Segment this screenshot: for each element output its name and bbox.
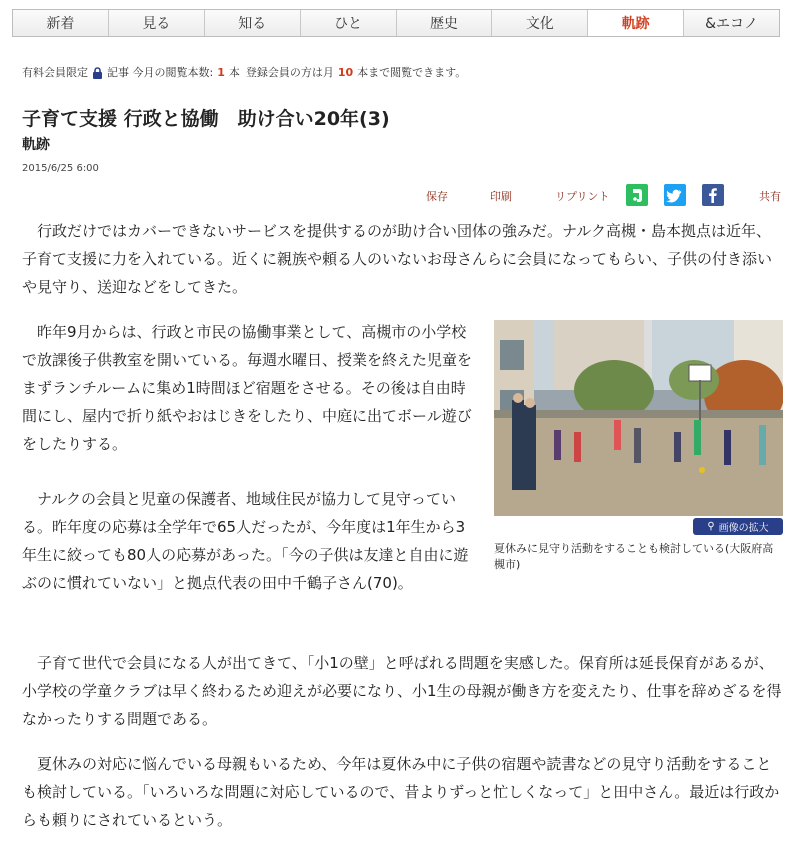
series-label: 軌跡: [22, 137, 50, 153]
tab-econo[interactable]: &エコノ: [683, 10, 779, 36]
lock-icon: [92, 67, 103, 78]
article-photo[interactable]: [494, 320, 783, 516]
notice-unit: 本: [228, 66, 240, 79]
zoom-label: 画像の拡大: [718, 523, 769, 534]
save-link[interactable]: 保存: [426, 190, 448, 203]
tab-kiseki[interactable]: 軌跡: [587, 10, 683, 36]
notice-prefix: 有料会員限定: [22, 66, 88, 79]
paragraph-4: 子育て世代で会員になる人が出てきて、「小1の壁」と呼ばれる問題を実感した。保育所は延長保育があるが、小学校の学童クラブは早く終わるため迎えが必要になり、小1生の母親が働き方を変えたり、仕事を辞めざるを得なかったりする問題である。: [22, 654, 782, 728]
publish-date: 2015/6/25 6:00: [22, 163, 99, 174]
tab-know[interactable]: 知る: [204, 10, 300, 36]
notice-count: 1: [217, 65, 225, 79]
evernote-icon[interactable]: [626, 184, 648, 206]
section-nav: [12, 9, 780, 37]
article-title: 子育て支援 行政と協働 助け合い20年(3): [22, 108, 390, 130]
notice-article-label: 記事 今月の閲覧本数:: [107, 66, 214, 79]
paragraph-5: 夏休みの対応に悩んでいる母親もいるため、今年は夏休み中に子供の宿題や読書などの見守り活動をすることも検討している。「いろいろな問題に対応しているので、昔よりずっと忙しくなって」と田中さん。最近は行政からも頼りにされているという。: [22, 755, 780, 829]
notice-suffix: 本まで閲覧できます。: [357, 66, 467, 79]
notice-registered: 登録会員の方は月: [245, 66, 334, 79]
facebook-icon[interactable]: [702, 184, 724, 206]
tab-culture[interactable]: 文化: [491, 10, 587, 36]
tab-new[interactable]: 新着: [13, 10, 108, 36]
twitter-icon[interactable]: [664, 184, 686, 206]
reprint-link[interactable]: リプリント: [555, 190, 610, 203]
share-link[interactable]: 共有: [759, 190, 781, 203]
image-zoom-button[interactable]: [693, 518, 783, 535]
article-actions: [0, 182, 793, 208]
tab-history[interactable]: 歴史: [396, 10, 492, 36]
tab-people[interactable]: ひと: [300, 10, 396, 36]
magnifier-icon: ⚲: [707, 521, 715, 532]
photo-caption: 夏休みに見守り活動をすることも検討している(大阪府高槻市): [494, 542, 774, 571]
paragraph-2: 昨年9月からは、行政と市民の協働事業として、高槻市の小学校で放課後子供教室を開いている。毎週水曜日、授業を終えた児童をまずランチルームに集め1時間ほど宿題をさせる。その後は自由時間にし、屋内で折り紙やおはじきをしたり、中庭に出てボール遊びをしたりする。: [22, 323, 473, 453]
tab-see[interactable]: 見る: [108, 10, 204, 36]
print-link[interactable]: 印刷: [490, 190, 512, 203]
notice-limit: 10: [337, 65, 354, 79]
paragraph-1: 行政だけではカバーできないサービスを提供するのが助け合い団体の強みだ。ナルク高槻・島本拠点は近年、子育て支援に力を入れている。近くに親族や頼る人のいないお母さんらに会員になってもらい、子供の付き添いや見守り、送迎などをしてきた。: [22, 222, 773, 296]
paragraph-3: ナルクの会員と児童の保護者、地域住民が協力して見守っている。昨年度の応募は全学年で65人だったが、今年度は1年生から3年生に絞っても80人の応募があった。「今の子供は友達と自由に遊ぶのに慣れていない」と拠点代表の田中千鶴子さん(70)。: [22, 490, 469, 592]
member-notice: [22, 64, 466, 80]
